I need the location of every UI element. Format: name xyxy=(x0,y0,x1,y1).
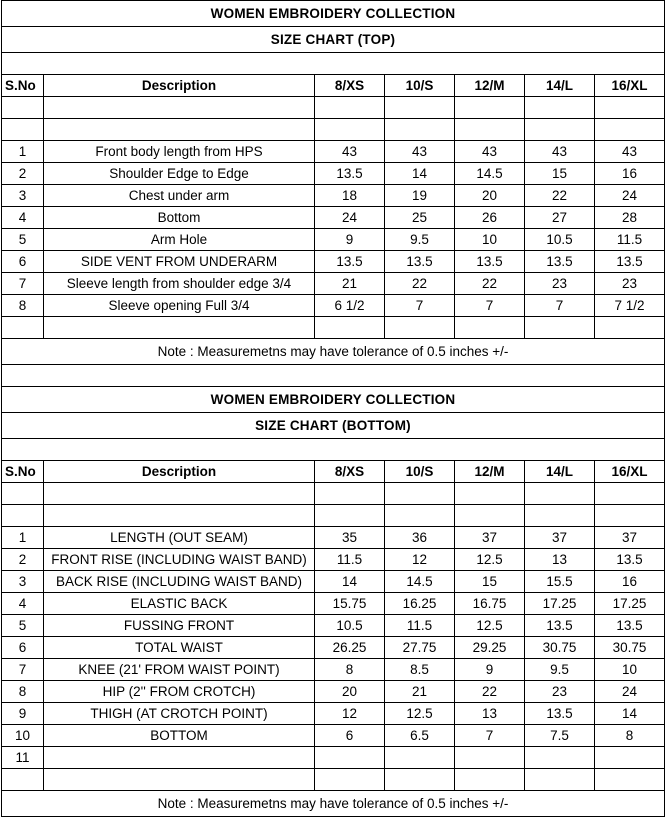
row-measurement: 14 xyxy=(595,703,665,725)
blank-cell xyxy=(525,97,595,119)
table-row xyxy=(2,295,665,317)
row-measurement: 10 xyxy=(455,229,525,251)
header-size: 14/L xyxy=(525,461,595,483)
row-measurement: 26 xyxy=(455,207,525,229)
row-measurement: 23 xyxy=(595,273,665,295)
row-measurement: 6.5 xyxy=(385,725,455,747)
row-number: 3 xyxy=(2,571,44,593)
blank-cell xyxy=(525,317,595,339)
row-measurement: 20 xyxy=(315,681,385,703)
row-measurement: 14.5 xyxy=(385,571,455,593)
blank-cell xyxy=(315,317,385,339)
row-measurement: 43 xyxy=(385,141,455,163)
row-description: Front body length from HPS xyxy=(44,141,315,163)
header-row xyxy=(2,461,665,483)
blank-cell xyxy=(595,119,665,141)
row-measurement: 13.5 xyxy=(595,615,665,637)
blank-cell xyxy=(44,317,315,339)
row-measurement: 12.5 xyxy=(455,615,525,637)
header-size: 14/L xyxy=(525,75,595,97)
table-row xyxy=(2,185,665,207)
row-description: Chest under arm xyxy=(44,185,315,207)
row-description: Bottom xyxy=(44,207,315,229)
row-number: 8 xyxy=(2,681,44,703)
row-measurement: 13.5 xyxy=(315,163,385,185)
row-measurement: 17.25 xyxy=(525,593,595,615)
header-size: 10/S xyxy=(385,461,455,483)
row-description: HIP (2'' FROM CROTCH) xyxy=(44,681,315,703)
row-measurement: 29.25 xyxy=(455,637,525,659)
row-measurement xyxy=(595,747,665,769)
row-measurement: 16.25 xyxy=(385,593,455,615)
row-measurement: 16 xyxy=(595,163,665,185)
row-measurement: 27 xyxy=(525,207,595,229)
row-measurement xyxy=(455,747,525,769)
row-measurement: 24 xyxy=(315,207,385,229)
row-measurement: 43 xyxy=(315,141,385,163)
row-measurement: 11.5 xyxy=(315,549,385,571)
row-measurement: 10.5 xyxy=(315,615,385,637)
row-number: 5 xyxy=(2,615,44,637)
blank-row xyxy=(2,483,665,505)
table-row xyxy=(2,163,665,185)
header-size: 8/XS xyxy=(315,75,385,97)
row-measurement: 7 xyxy=(455,725,525,747)
row-measurement: 16 xyxy=(595,571,665,593)
blank-row xyxy=(2,119,665,141)
row-measurement: 23 xyxy=(525,273,595,295)
row-measurement: 12.5 xyxy=(385,703,455,725)
row-measurement: 16.75 xyxy=(455,593,525,615)
tolerance-note: Note : Measuremetns may have tolerance of 0.5 inches +/- xyxy=(2,339,665,365)
blank-row xyxy=(2,769,665,791)
row-measurement: 27.75 xyxy=(385,637,455,659)
header-sno: S.No xyxy=(2,75,44,97)
row-measurement: 35 xyxy=(315,527,385,549)
row-measurement: 28 xyxy=(595,207,665,229)
row-description: SIDE VENT FROM UNDERARM xyxy=(44,251,315,273)
row-measurement: 37 xyxy=(595,527,665,549)
blank-cell xyxy=(455,317,525,339)
table-row xyxy=(2,681,665,703)
row-number: 7 xyxy=(2,273,44,295)
row-measurement: 30.75 xyxy=(525,637,595,659)
row-measurement: 13.5 xyxy=(595,549,665,571)
row-number: 3 xyxy=(2,185,44,207)
blank-cell xyxy=(385,317,455,339)
section-subtitle-row xyxy=(2,27,665,53)
note-row xyxy=(2,791,665,817)
row-number: 2 xyxy=(2,549,44,571)
row-measurement: 9.5 xyxy=(525,659,595,681)
blank-cell xyxy=(2,119,44,141)
row-number: 6 xyxy=(2,637,44,659)
row-measurement: 25 xyxy=(385,207,455,229)
row-measurement: 9 xyxy=(455,659,525,681)
row-measurement: 13 xyxy=(455,703,525,725)
header-size: 16/XL xyxy=(595,75,665,97)
row-description: LENGTH (OUT SEAM) xyxy=(44,527,315,549)
row-measurement: 22 xyxy=(455,273,525,295)
row-number: 7 xyxy=(2,659,44,681)
row-number: 1 xyxy=(2,141,44,163)
row-measurement: 12.5 xyxy=(455,549,525,571)
blank-cell xyxy=(525,483,595,505)
spacer-row xyxy=(2,439,665,461)
row-measurement: 37 xyxy=(525,527,595,549)
blank-cell xyxy=(2,769,44,791)
blank-cell xyxy=(595,769,665,791)
row-measurement: 17.25 xyxy=(595,593,665,615)
header-description: Description xyxy=(44,461,315,483)
row-measurement: 10.5 xyxy=(525,229,595,251)
row-description xyxy=(44,747,315,769)
row-measurement: 10 xyxy=(595,659,665,681)
row-description: TOTAL WAIST xyxy=(44,637,315,659)
row-measurement: 12 xyxy=(315,703,385,725)
header-size: 8/XS xyxy=(315,461,385,483)
row-description: FRONT RISE (INCLUDING WAIST BAND) xyxy=(44,549,315,571)
row-measurement: 26.25 xyxy=(315,637,385,659)
row-description: Sleeve length from shoulder edge 3/4 xyxy=(44,273,315,295)
row-description: THIGH (AT CROTCH POINT) xyxy=(44,703,315,725)
header-size: 12/M xyxy=(455,461,525,483)
row-measurement: 7.5 xyxy=(525,725,595,747)
blank-cell xyxy=(44,97,315,119)
blank-cell xyxy=(2,97,44,119)
blank-cell xyxy=(525,769,595,791)
row-measurement: 20 xyxy=(455,185,525,207)
section-subtitle-row xyxy=(2,413,665,439)
row-measurement xyxy=(525,747,595,769)
row-measurement: 7 xyxy=(455,295,525,317)
blank-cell xyxy=(385,483,455,505)
row-description: BACK RISE (INCLUDING WAIST BAND) xyxy=(44,571,315,593)
blank-cell xyxy=(385,97,455,119)
blank-cell xyxy=(44,119,315,141)
blank-row xyxy=(2,97,665,119)
row-measurement: 8 xyxy=(315,659,385,681)
row-measurement: 13.5 xyxy=(315,251,385,273)
size-chart-sheet xyxy=(1,0,664,817)
row-measurement: 43 xyxy=(455,141,525,163)
blank-cell xyxy=(315,119,385,141)
size-chart-table xyxy=(1,0,665,817)
row-measurement: 13.5 xyxy=(525,615,595,637)
blank-cell xyxy=(455,119,525,141)
row-measurement: 11.5 xyxy=(595,229,665,251)
table-row xyxy=(2,251,665,273)
section-title-row xyxy=(2,387,665,413)
blank-cell xyxy=(315,483,385,505)
header-size: 16/XL xyxy=(595,461,665,483)
blank-cell xyxy=(2,505,44,527)
row-measurement: 6 xyxy=(315,725,385,747)
row-measurement: 23 xyxy=(525,681,595,703)
chart-title: WOMEN EMBROIDERY COLLECTION xyxy=(2,387,665,413)
table-row xyxy=(2,703,665,725)
blank-row xyxy=(2,317,665,339)
spacer-cell xyxy=(2,439,665,461)
row-measurement: 24 xyxy=(595,681,665,703)
row-measurement: 14.5 xyxy=(455,163,525,185)
blank-cell xyxy=(44,505,315,527)
row-measurement: 22 xyxy=(455,681,525,703)
table-row xyxy=(2,229,665,251)
table-row xyxy=(2,593,665,615)
table-row xyxy=(2,659,665,681)
row-description: Sleeve opening Full 3/4 xyxy=(44,295,315,317)
row-description: KNEE (21' FROM WAIST POINT) xyxy=(44,659,315,681)
table-row xyxy=(2,747,665,769)
row-measurement: 24 xyxy=(595,185,665,207)
blank-cell xyxy=(455,483,525,505)
row-measurement: 21 xyxy=(315,273,385,295)
table-row xyxy=(2,527,665,549)
row-measurement: 12 xyxy=(385,549,455,571)
row-measurement: 13.5 xyxy=(525,251,595,273)
table-row xyxy=(2,207,665,229)
blank-cell xyxy=(455,505,525,527)
blank-cell xyxy=(525,119,595,141)
table-row xyxy=(2,725,665,747)
row-description: Arm Hole xyxy=(44,229,315,251)
row-measurement: 7 1/2 xyxy=(595,295,665,317)
row-measurement: 21 xyxy=(385,681,455,703)
row-measurement: 9 xyxy=(315,229,385,251)
row-measurement: 13.5 xyxy=(525,703,595,725)
header-row xyxy=(2,75,665,97)
spacer-cell xyxy=(2,53,665,75)
row-measurement: 11.5 xyxy=(385,615,455,637)
row-measurement: 13.5 xyxy=(455,251,525,273)
row-measurement: 14 xyxy=(315,571,385,593)
row-measurement: 15 xyxy=(455,571,525,593)
row-number: 9 xyxy=(2,703,44,725)
row-number: 10 xyxy=(2,725,44,747)
header-size: 10/S xyxy=(385,75,455,97)
blank-cell xyxy=(595,97,665,119)
row-measurement: 8 xyxy=(595,725,665,747)
blank-row xyxy=(2,505,665,527)
blank-cell xyxy=(315,97,385,119)
note-row xyxy=(2,339,665,365)
row-description: ELASTIC BACK xyxy=(44,593,315,615)
row-measurement: 22 xyxy=(525,185,595,207)
gap-row xyxy=(2,365,665,387)
blank-cell xyxy=(525,505,595,527)
row-measurement: 37 xyxy=(455,527,525,549)
row-number: 4 xyxy=(2,207,44,229)
row-measurement: 13.5 xyxy=(385,251,455,273)
row-description: FUSSING FRONT xyxy=(44,615,315,637)
row-measurement: 19 xyxy=(385,185,455,207)
row-measurement: 13 xyxy=(525,549,595,571)
row-measurement: 8.5 xyxy=(385,659,455,681)
row-number: 8 xyxy=(2,295,44,317)
chart-title: WOMEN EMBROIDERY COLLECTION xyxy=(2,1,665,27)
table-row xyxy=(2,273,665,295)
table-row xyxy=(2,549,665,571)
table-row xyxy=(2,141,665,163)
row-measurement: 7 xyxy=(525,295,595,317)
row-measurement: 43 xyxy=(525,141,595,163)
chart-subtitle: SIZE CHART (TOP) xyxy=(2,27,665,53)
row-number: 5 xyxy=(2,229,44,251)
row-measurement: 15 xyxy=(525,163,595,185)
row-measurement: 13.5 xyxy=(595,251,665,273)
table-row xyxy=(2,571,665,593)
row-measurement: 30.75 xyxy=(595,637,665,659)
row-measurement: 15.75 xyxy=(315,593,385,615)
row-measurement: 36 xyxy=(385,527,455,549)
header-description: Description xyxy=(44,75,315,97)
row-number: 4 xyxy=(2,593,44,615)
row-measurement: 43 xyxy=(595,141,665,163)
row-description: BOTTOM xyxy=(44,725,315,747)
row-measurement xyxy=(315,747,385,769)
row-measurement xyxy=(385,747,455,769)
row-number: 1 xyxy=(2,527,44,549)
blank-cell xyxy=(315,505,385,527)
tolerance-note: Note : Measuremetns may have tolerance of 0.5 inches +/- xyxy=(2,791,665,817)
row-measurement: 7 xyxy=(385,295,455,317)
section-title-row xyxy=(2,1,665,27)
table-row xyxy=(2,615,665,637)
blank-cell xyxy=(2,317,44,339)
chart-subtitle: SIZE CHART (BOTTOM) xyxy=(2,413,665,439)
blank-cell xyxy=(595,317,665,339)
blank-cell xyxy=(455,97,525,119)
row-measurement: 9.5 xyxy=(385,229,455,251)
header-size: 12/M xyxy=(455,75,525,97)
blank-cell xyxy=(385,119,455,141)
blank-cell xyxy=(595,483,665,505)
row-measurement: 15.5 xyxy=(525,571,595,593)
blank-cell xyxy=(455,769,525,791)
blank-cell xyxy=(44,483,315,505)
spacer-row xyxy=(2,53,665,75)
gap-cell xyxy=(2,365,665,387)
row-number: 11 xyxy=(2,747,44,769)
row-number: 6 xyxy=(2,251,44,273)
table-row xyxy=(2,637,665,659)
blank-cell xyxy=(385,505,455,527)
row-description: Shoulder Edge to Edge xyxy=(44,163,315,185)
row-measurement: 6 1/2 xyxy=(315,295,385,317)
blank-cell xyxy=(315,769,385,791)
blank-cell xyxy=(2,483,44,505)
row-measurement: 18 xyxy=(315,185,385,207)
row-measurement: 14 xyxy=(385,163,455,185)
header-sno: S.No xyxy=(2,461,44,483)
row-measurement: 22 xyxy=(385,273,455,295)
blank-cell xyxy=(385,769,455,791)
blank-cell xyxy=(44,769,315,791)
row-number: 2 xyxy=(2,163,44,185)
blank-cell xyxy=(595,505,665,527)
